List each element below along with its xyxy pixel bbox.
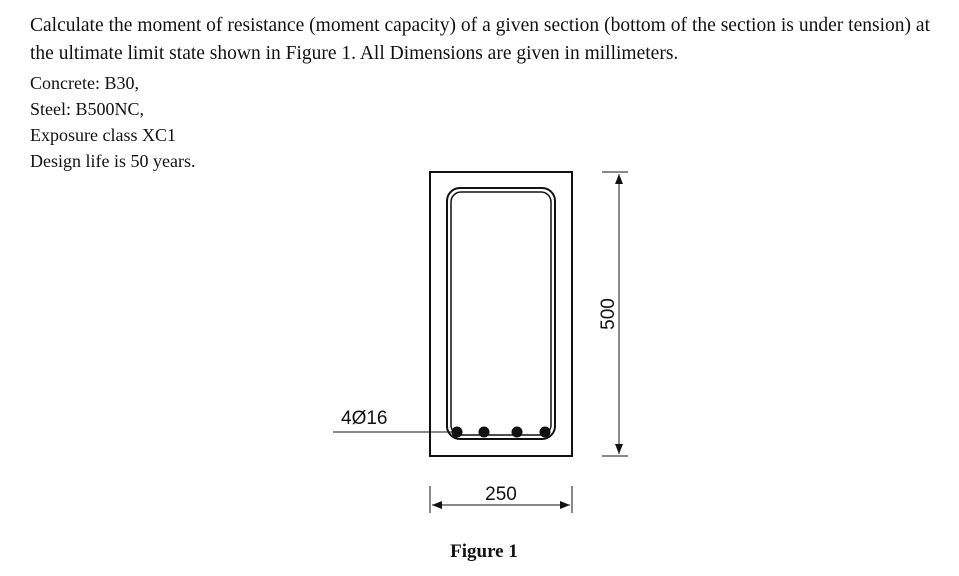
height-dimension: [598, 172, 628, 456]
rebar-3: [512, 427, 523, 438]
rebar-4: [540, 427, 551, 438]
figure-caption: Figure 1: [450, 541, 518, 562]
problem-statement: Calculate the moment of resistance (moment capacity) of a given section (bottom of the section is under tension) at the ultimate limit state shown in Figure 1. All Dimensions are given in millimeters.: [30, 15, 930, 64]
width-dimension: [430, 484, 572, 513]
stirrup-inner: [451, 192, 551, 435]
stirrup-outer: [447, 188, 555, 439]
rebar-2: [479, 427, 490, 438]
spec-design-life: Design life is 50 years.: [30, 151, 196, 171]
spec-concrete: Concrete: B30,: [30, 73, 139, 93]
spec-exposure: Exposure class XC1: [30, 125, 176, 145]
height-label: 500: [598, 298, 619, 330]
spec-steel: Steel: B500NC,: [30, 99, 145, 119]
rebar-group: [452, 427, 551, 438]
rebar-label: 4Ø16: [341, 408, 388, 429]
width-label: 250: [485, 484, 517, 505]
